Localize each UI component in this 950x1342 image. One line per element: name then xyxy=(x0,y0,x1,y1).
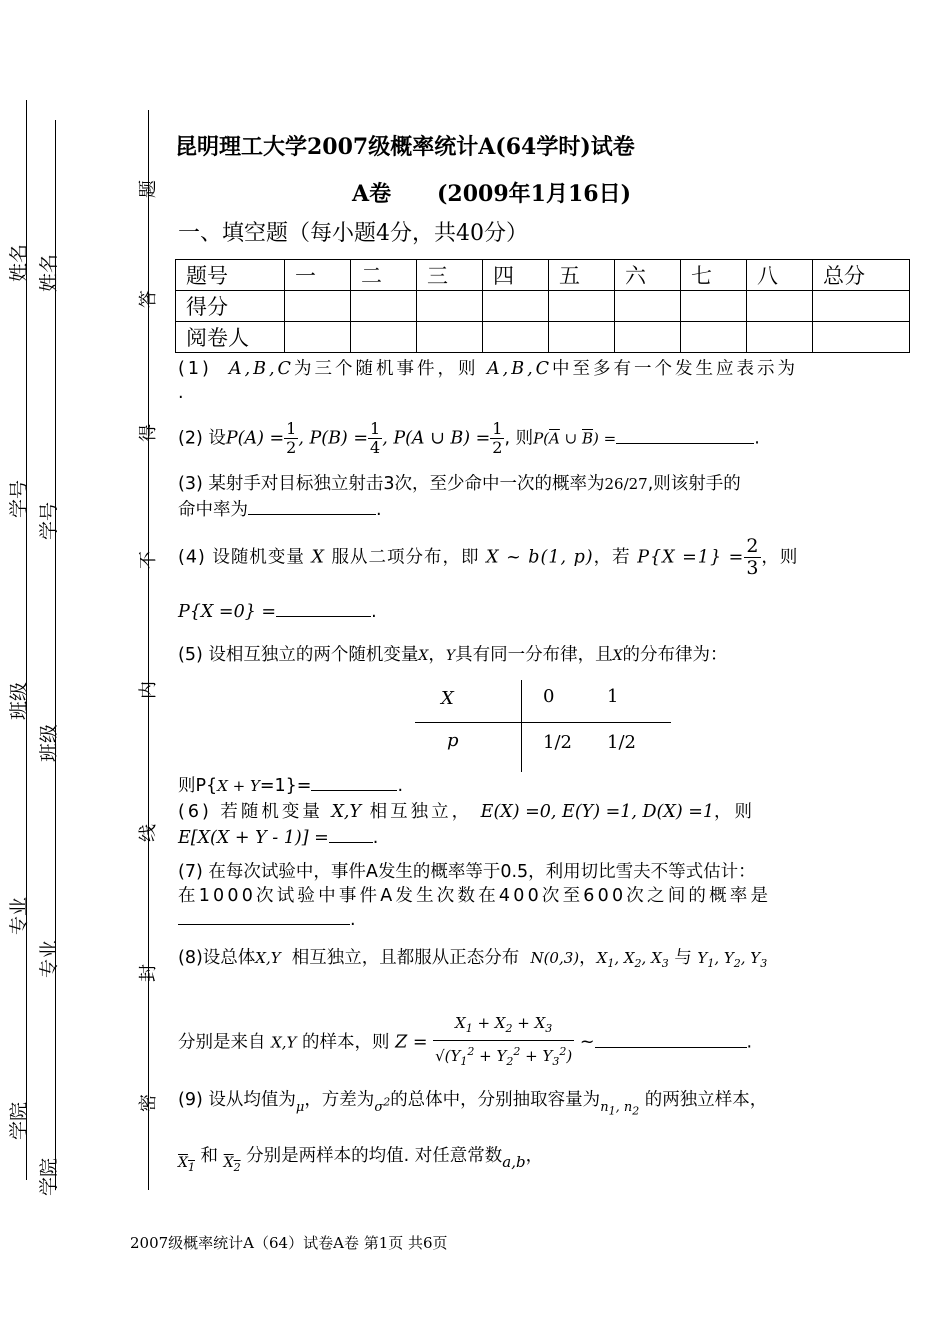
score-cell[interactable] xyxy=(681,291,747,322)
q8-text: (8)设总体 xyxy=(178,948,256,968)
q3-answer-blank[interactable] xyxy=(248,496,376,515)
q9-text: (9) 设从均值为 xyxy=(178,1090,296,1110)
q5-math: X xyxy=(612,648,623,664)
grader-cell[interactable] xyxy=(417,322,483,353)
q8-answer-blank[interactable] xyxy=(595,1029,747,1048)
q1-math: A,B,C xyxy=(487,359,553,379)
q1-blank: . xyxy=(178,383,187,403)
seal-char-5: 内 xyxy=(138,681,159,699)
seal-char-7: 封 xyxy=(138,964,159,982)
q7-text: (7) 在每次试验中，事件A发生的概率等于0.5，利用切比雪夫不等式估计： xyxy=(178,862,756,882)
q6-answer-blank[interactable] xyxy=(329,824,373,843)
q6-text: ，则 xyxy=(714,802,756,822)
seal-char-2: 答 xyxy=(138,290,159,308)
q4-text: (4) 设随机变量 xyxy=(178,547,305,568)
q3-text: (3) 某射手对目标独立射击3次，至少命中一次的概率为 xyxy=(178,474,605,494)
grader-cell[interactable] xyxy=(681,322,747,353)
score-cell[interactable] xyxy=(417,291,483,322)
seal-line xyxy=(148,110,149,1190)
q2-math: P(A) = xyxy=(225,428,285,449)
q5-answer-blank[interactable] xyxy=(311,772,397,791)
q4-text: 服从二项分布，即 xyxy=(331,547,480,568)
q8-math: $X_1$, $X_2$, $X_3$ xyxy=(596,949,669,970)
college-label-1: 学院 xyxy=(8,1101,30,1140)
grader-cell[interactable] xyxy=(285,322,351,353)
q9-text: 的总体中，分别抽取容量为 xyxy=(390,1090,601,1110)
q9-math: n1, n2 xyxy=(600,1100,640,1118)
grader-cell[interactable] xyxy=(813,322,910,353)
q8-text: 与 xyxy=(674,948,692,968)
q5-text: ， xyxy=(428,645,446,665)
score-header-cell: 六 xyxy=(615,260,681,291)
question-8-cont: 分别是来自 X,Y 的样本，则 Z = $\frac{X_1 + X_2 + X_3}{√(Y_1^2 + Y_2^2 + Y_3^2)}$ ~ . xyxy=(178,1012,898,1073)
section-title: 一、填空题（每小题4分，共40分） xyxy=(178,221,528,246)
score-table xyxy=(175,259,910,353)
score-cell[interactable] xyxy=(351,291,417,322)
q6-math: E(X) =0, E(Y) =1, D(X) =1 xyxy=(480,802,715,822)
score-table-header xyxy=(176,260,910,291)
major-label-1: 专业 xyxy=(8,896,30,935)
q5-math: Y xyxy=(445,648,456,664)
q9-math: σ2 xyxy=(374,1095,391,1115)
q4-answer-blank[interactable] xyxy=(276,608,371,617)
question-1 xyxy=(178,357,898,405)
major-label-2: 专业 xyxy=(38,939,60,978)
college-label-2: 学院 xyxy=(38,1157,60,1196)
dist-header-p: p xyxy=(447,730,459,751)
name-field-label-1: 姓名 xyxy=(8,243,30,282)
q5-math: X xyxy=(418,648,429,664)
q4-math: X ~ b(1, p) xyxy=(486,547,594,568)
q1-math: A,B,C xyxy=(228,359,294,379)
q8-math: $Y_1$, $Y_2$, $Y_3$ xyxy=(697,949,768,970)
q8-frac: $\frac{X_1 + X_2 + X_3}{√(Y_1^2 + Y_2^2 + Y_3^2)}$ xyxy=(435,1014,573,1068)
q2-answer-blank[interactable] xyxy=(616,425,754,444)
q9-math: μ xyxy=(295,1100,305,1115)
q4-text: ，若 xyxy=(593,547,631,568)
question-3: (3) 某射手对目标独立射击3次，至少命中一次的概率为26/27,则该射手的 命中率为 . xyxy=(178,474,741,520)
grader-cell[interactable] xyxy=(615,322,681,353)
q9-text: 和 xyxy=(200,1146,219,1166)
grader-cell[interactable] xyxy=(483,322,549,353)
q7-answer-blank[interactable] xyxy=(178,912,350,925)
grader-row-label: 阅卷人 xyxy=(176,322,285,353)
score-header-cell: 四 xyxy=(483,260,549,291)
q2-math: $P(\overline{A}$ ∪ $\overline{B}$) = xyxy=(533,429,617,448)
score-cell[interactable] xyxy=(747,291,813,322)
q5-text: 的分布律为： xyxy=(622,645,728,665)
question-6: (6) 若随机变量 X,Y 相互独立， E(X) =0, E(Y) =1, D(X) =1，则 E[X(X + Y - 1)] = . xyxy=(178,802,756,848)
q2-math: , P(A ∪ B) = xyxy=(382,428,491,449)
question-8 xyxy=(178,946,908,976)
q6-text: (6) 若随机变量 xyxy=(178,802,323,822)
seal-char-3: 得 xyxy=(138,424,159,442)
q9-math: X1 xyxy=(178,1155,195,1174)
q4-math: P{X =0} = xyxy=(178,602,277,622)
question-4 xyxy=(178,536,898,579)
dist-header-x: X xyxy=(441,688,454,709)
score-header-cell: 五 xyxy=(549,260,615,291)
q8-text: 相互独立，且都服从正态分布 xyxy=(291,948,520,968)
seal-char-6: 线 xyxy=(138,824,159,842)
q3-text: 命中率为 xyxy=(178,500,248,520)
question-7: (7) 在每次试验中，事件A发生的概率等于0.5，利用切比雪夫不等式估计： 在1000次试验中事件A发生次数在400次至600次之间的概率是 . xyxy=(178,862,772,930)
q5-text: 则P{ xyxy=(178,776,218,796)
exam-title: 昆明理工大学2007级概率统计A(64学时)试卷 xyxy=(175,134,635,160)
q4-math: P{X =1} = xyxy=(637,547,745,568)
seal-char-8: 密 xyxy=(138,1094,159,1112)
score-header-cell: 总分 xyxy=(813,260,910,291)
q3-text: ,则该射手的 xyxy=(647,474,741,494)
q1-number: (1) xyxy=(178,359,212,379)
q9-text: 分别是两样本的均值. 对任意常数 xyxy=(246,1146,503,1166)
score-row-label: 得分 xyxy=(176,291,285,322)
q5-text: 具有同一分布律，且 xyxy=(455,645,613,665)
dist-prob: 1/2 xyxy=(543,732,572,753)
q6-math: E[X(X + Y - 1)] = xyxy=(178,828,329,848)
q1-text: 中至多有一个发生应表示为 xyxy=(552,359,799,379)
seal-char-1: 题 xyxy=(138,180,159,198)
score-header-cell: 题号 xyxy=(176,260,285,291)
score-header-cell: 七 xyxy=(681,260,747,291)
score-row xyxy=(176,291,910,322)
grader-cell[interactable] xyxy=(351,322,417,353)
question-9 xyxy=(178,1088,908,1124)
student-id-label-1: 学号 xyxy=(8,479,30,518)
q8-math: Z = xyxy=(395,1032,428,1053)
q4-frac: $\frac{2}{3}$ xyxy=(746,535,760,579)
class-label-1: 班级 xyxy=(8,681,30,720)
q2-text: , 则 xyxy=(504,428,534,449)
page-footer: 2007级概率统计A（64）试卷A卷 第1页 共6页 xyxy=(130,1234,448,1252)
grader-cell[interactable] xyxy=(549,322,615,353)
q8-text: ， xyxy=(579,948,597,968)
q4-math: X xyxy=(311,547,325,568)
grader-row xyxy=(176,322,910,353)
question-9-cont xyxy=(178,1144,898,1180)
q6-text: 相互独立， xyxy=(369,802,473,822)
q2-frac: $\frac{1}{2}$ xyxy=(286,419,297,457)
q9-text: ，方差为 xyxy=(304,1090,375,1110)
score-cell[interactable] xyxy=(813,291,910,322)
exam-subtitle: A卷 (2009年1月16日) xyxy=(352,181,631,207)
distribution-table xyxy=(415,680,671,770)
dist-value: 1 xyxy=(607,686,619,707)
q2-math: , P(B) = xyxy=(298,428,368,449)
question-2: (2) 设P(A) = $\frac{1}{2}$ , P(B) = $\frac{1}{4}$ , P(A ∪ B) = $\frac{1}{2}$ , 则$P(\overline{A}$ ∪ $\overline{B}$) = . xyxy=(178,419,760,457)
q3-value: 26/27 xyxy=(604,475,648,493)
grader-cell[interactable] xyxy=(747,322,813,353)
q9-text: 的两独立样本， xyxy=(644,1090,768,1110)
q1-text: 为三个随机事件，则 xyxy=(293,359,479,379)
q8-math: X,Y xyxy=(255,949,281,967)
class-label-2: 班级 xyxy=(38,723,60,762)
q8-math: N(0,3) xyxy=(530,949,580,967)
name-field-label-2: 姓名 xyxy=(38,253,60,292)
score-cell[interactable] xyxy=(285,291,351,322)
q5-text: =1}= xyxy=(259,776,312,796)
score-cell[interactable] xyxy=(549,291,615,322)
seal-char-4: 不 xyxy=(138,551,159,569)
q8-text: 的样本，则 xyxy=(302,1032,390,1053)
q9-math: X2 xyxy=(223,1155,241,1174)
dist-value: 0 xyxy=(543,686,555,707)
score-header-cell: 三 xyxy=(417,260,483,291)
score-header-cell: 一 xyxy=(285,260,351,291)
score-header-cell: 二 xyxy=(351,260,417,291)
dist-prob: 1/2 xyxy=(607,732,636,753)
q5-math: X + Y xyxy=(217,777,260,795)
q2-frac: $\frac{1}{4}$ xyxy=(370,419,381,457)
question-5-answer: 则P{X + Y=1}= . xyxy=(178,772,403,798)
q7-text: 在1000次试验中事件A发生次数在400次至600次之间的概率是 xyxy=(178,886,772,906)
q8-text: 分别是来自 xyxy=(178,1032,266,1053)
q8-math: X,Y xyxy=(271,1033,297,1052)
q5-text: (5) 设相互独立的两个随机变量 xyxy=(178,645,419,665)
q9-math: a,b xyxy=(502,1153,526,1171)
q2-text: (2) 设 xyxy=(178,428,226,449)
student-id-label-2: 学号 xyxy=(38,501,60,540)
score-cell[interactable] xyxy=(483,291,549,322)
q2-frac: $\frac{1}{2}$ xyxy=(492,419,503,457)
score-header-cell: 八 xyxy=(747,260,813,291)
question-4-answer: P{X =0} = . xyxy=(178,602,377,622)
q9-text: ， xyxy=(525,1146,544,1166)
score-cell[interactable] xyxy=(615,291,681,322)
question-5 xyxy=(178,643,898,668)
q6-math: X,Y xyxy=(331,802,362,822)
q4-text: ，则 xyxy=(761,547,799,568)
